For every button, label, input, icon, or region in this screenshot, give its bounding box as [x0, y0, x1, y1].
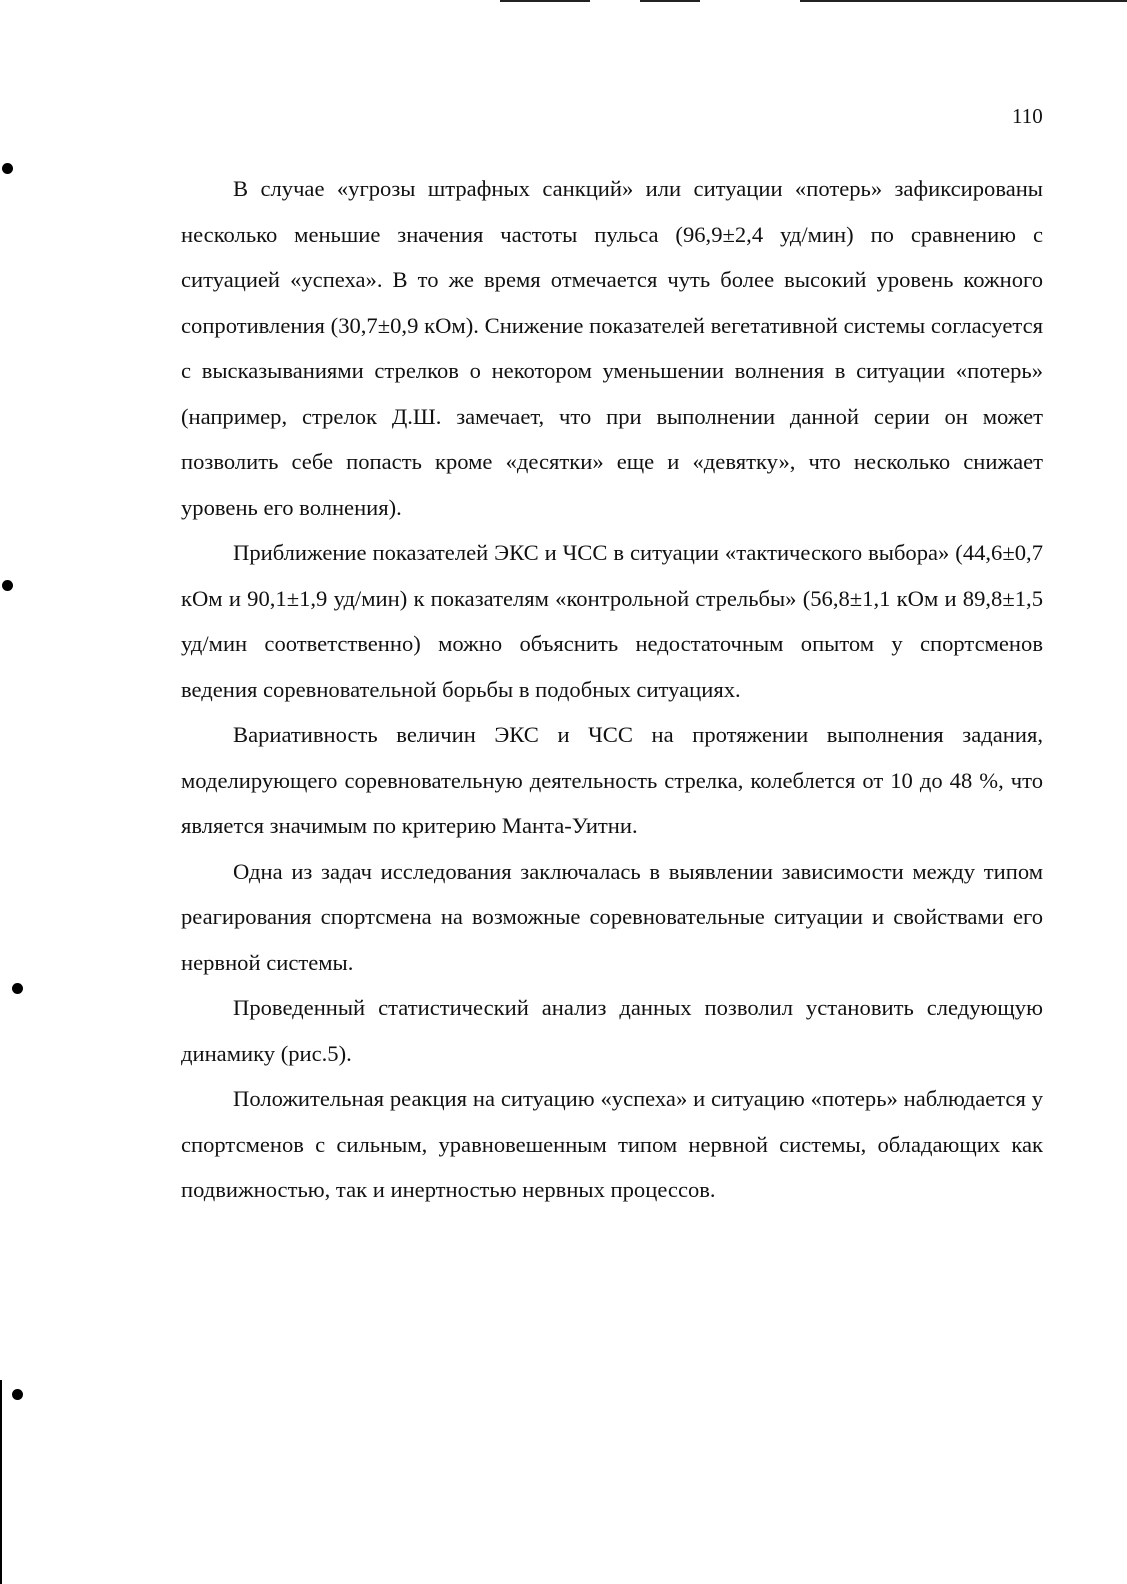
paragraph: В случае «угрозы штрафных санкций» или ситуации «потерь» зафиксированы несколько меньшие значения частоты пульса (96,9±2,4 уд/мин) по сравнению с ситуацией «успеха». В то же время отмечается чуть более высокий уровень кожного сопротивления (30,7±0,9 кОм). Снижение показателей вегетативной системы согласуется с высказываниями стрелков о некотором уменьшении волнения в ситуации «потерь» (например, стрелок Д.Ш. замечает, что при выполнении данной серии он может позволить себе попасть кроме «десятки» еще и «девятку», что несколько снижает уровень его волнения). [181, 176, 1043, 520]
paragraph: Одна из задач исследования заключалась в выявлении зависимости между типом реагирования спортсмена на возможные соревновательные ситуации и свойствами его нервной системы. [181, 858, 1043, 975]
punch-hole [2, 580, 13, 591]
paragraph: Проведенный статистический анализ данных позволил установить следующую динамику (рис.5). [181, 995, 1043, 1066]
scan-artifact [640, 0, 700, 2]
body-text [181, 166, 1043, 1213]
punch-hole [12, 1389, 23, 1400]
scan-artifact [800, 0, 1127, 2]
scan-artifact [500, 0, 590, 2]
paragraph: Вариативность величин ЭКС и ЧСС на протяжении выполнения задания, моделирующего соревновательную деятельность стрелка, колеблется от 10 до 48 %, что является значимым по критерию Манта-Уитни. [181, 722, 1043, 838]
page-number: 110 [1012, 104, 1043, 128]
paragraph: Положительная реакция на ситуацию «успеха» и ситуацию «потерь» наблюдается у спортсменов с сильным, уравновешенным типом нервной системы, обладающих как подвижностью, так и инертностью нервных процессов. [181, 1086, 1043, 1202]
punch-hole [12, 983, 23, 994]
paragraph: Приближение показателей ЭКС и ЧСС в ситуации «тактического выбора» (44,6±0,7 кОм и 90,1±1,9 уд/мин) к показателям «контрольной стрельбы» (56,8±1,1 кОм и 89,8±1,5 уд/мин соответственно) можно объяснить недостаточным опытом у спортсменов ведения соревновательной борьбы в подобных ситуациях. [181, 540, 1043, 702]
punch-hole [2, 163, 13, 174]
scan-edge [0, 1380, 2, 1584]
